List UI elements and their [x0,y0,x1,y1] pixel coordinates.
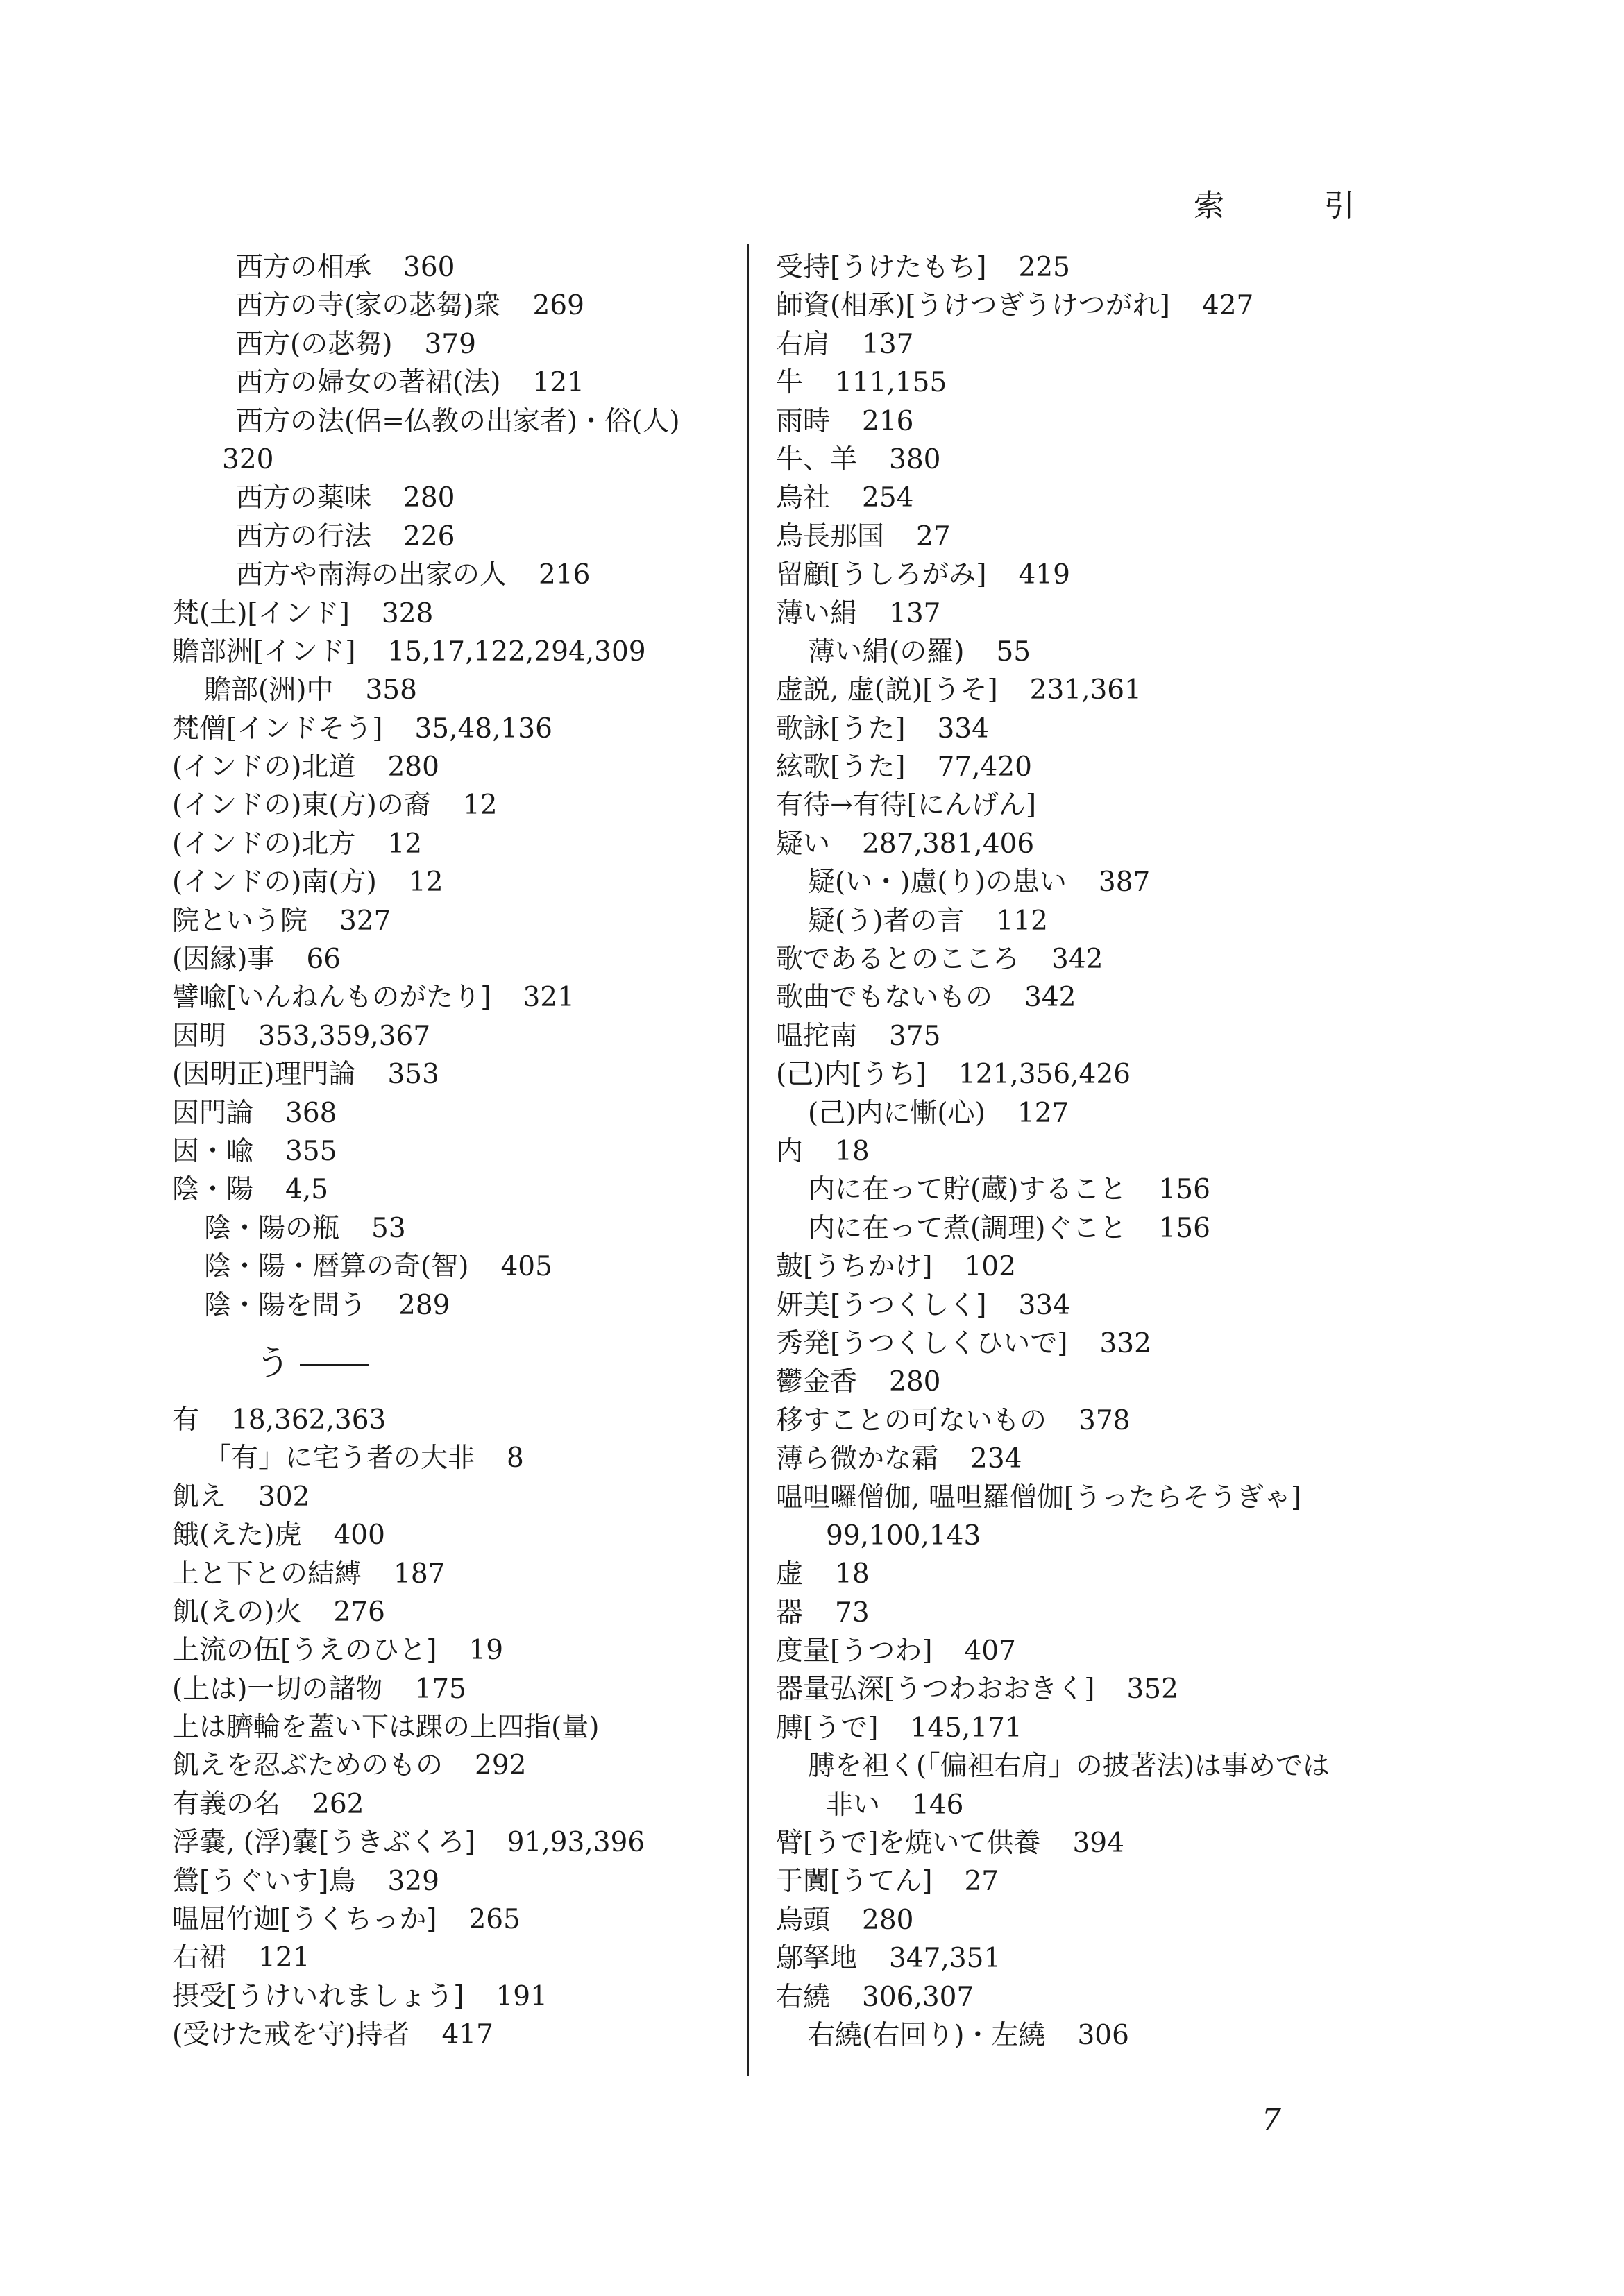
index-term: 陰・陽を問う [204,1289,367,1321]
index-page-ref: 19 [468,1635,504,1667]
index-term: 院という院 [172,905,308,937]
index-page-ref: 121 [258,1942,310,1974]
section-heading-kana: う [255,1342,290,1383]
index-term: 因明 [172,1020,227,1052]
index-page-ref: 121,356,426 [958,1059,1131,1091]
index-page-ref: 269 [532,290,584,322]
index-column-right [776,248,1330,2055]
index-entry [776,1978,1317,2016]
index-entry [776,671,1317,709]
index-entry [776,402,1317,441]
index-term: 移すことの可ないもの [776,1404,1047,1436]
page-number: 7 [1262,2102,1281,2138]
index-entry [776,1017,1317,1055]
index-term: 陰・陽 [172,1174,254,1206]
index-page-ref: 334 [1018,1289,1070,1321]
index-term: 嗢呾囉僧伽, 嗢呾羅僧伽[うったらそうぎゃ] [776,1481,1302,1513]
index-term: 虚 [776,1558,804,1590]
index-entry [172,595,741,633]
index-term: 膊を袒く(「偏袒右肩」の披著法)は事めでは [808,1751,1330,1783]
index-term: 歌であるとのこころ [776,944,1020,976]
index-page-ref: 121 [532,367,584,399]
index-entry [172,1708,741,1746]
index-entry [172,1401,741,1439]
index-entry [776,556,1317,594]
index-term: 皷[うちかけ] [776,1251,933,1283]
index-entry [776,1901,1317,1939]
index-page-ref: 280 [862,1904,914,1936]
index-entry [776,1171,1317,1209]
index-entry [172,518,741,556]
index-term: 臂[うで]を焼いて供養 [776,1828,1041,1860]
index-entry [776,1824,1317,1862]
index-page-ref: 394 [1072,1828,1124,1860]
index-entry [776,710,1317,748]
index-entry [776,518,1317,556]
index-page-ref: 225 [1018,252,1070,283]
index-term: 上流の伍[うえのひと] [172,1635,437,1667]
index-term: 妍美[うつくしく] [776,1289,987,1321]
index-entry [172,325,741,364]
index-term: 烏頭 [776,1904,831,1936]
index-term: 右繞(右回り)・左繞 [808,2019,1046,2051]
index-term: 摂受[うけいれましょう] [172,1980,464,2012]
index-entry [172,1900,741,1939]
index-term: 飢え [172,1481,227,1513]
index-entry [776,1209,1317,1248]
index-entry [172,902,741,940]
index-page-ref: 187 [394,1558,446,1590]
index-page-ref: 280 [889,1366,941,1398]
index-entry [172,978,741,1017]
index-term: 陰・陽・暦算の奇(智) [204,1251,469,1283]
index-page-ref: 280 [403,482,455,514]
index-page-ref: 18 [835,1558,870,1590]
index-page-ref: 328 [381,597,434,629]
index-term: 西方や南海の出家の人 [236,559,507,591]
index-term: 上と下との結縛 [172,1558,362,1590]
index-entry [172,1593,741,1631]
section-heading [172,1325,741,1401]
index-term: 西方の行法 [236,520,372,552]
index-entry [776,1402,1317,1440]
index-page-ref: 8 [507,1443,524,1474]
index-entry [172,1862,741,1900]
index-term: 絃歌[うた] [776,751,906,783]
index-page-ref: 334 [937,713,989,745]
index-term: 受持[うけたもち] [776,252,987,283]
index-entry [776,1325,1317,1363]
section-heading-rule [300,1364,369,1366]
index-term: 鬱金香 [776,1366,858,1398]
index-entry [172,1670,741,1708]
index-entry [776,595,1317,633]
index-page-ref: 407 [964,1635,1016,1667]
index-entry [776,441,1317,479]
index-entry [172,1132,741,1171]
index-page-ref: 353,359,367 [258,1020,431,1052]
index-term: (インドの)南(方) [172,867,377,899]
index-page-ref: 400 [333,1520,385,1551]
index-entry [172,556,741,594]
index-entry [172,748,741,786]
index-page-ref: 289 [398,1289,450,1321]
index-list-left-after [172,1401,741,2055]
index-entry [172,1171,741,1209]
index-page-ref: 347,351 [889,1943,1001,1975]
index-term: 有待→有待[にんげん] [776,790,1037,822]
index-term: 非い [826,1789,881,1821]
index-term: 西方の法(侶=仏教の出家者)・俗(人) [236,405,680,437]
column-divider [747,244,749,2076]
index-page-ref: 175 [414,1673,466,1705]
index-entry [172,1978,741,2016]
index-term: 西方の寺(家の苾芻)衆 [236,290,501,322]
index-term: (インドの)東(方)の裔 [172,790,431,822]
index-entry [172,633,741,671]
index-entry [172,441,741,479]
index-term: 贍部洲[インド] [172,636,356,667]
index-page-ref: 306,307 [862,1981,974,2013]
index-page-ref: 156 [1158,1212,1210,1244]
index-column-left [172,248,741,2055]
index-entry [776,1632,1317,1670]
index-page-ref: 234 [970,1443,1022,1475]
index-term: 于闐[うてん] [776,1866,933,1898]
index-entry [172,863,741,901]
index-entry [172,1478,741,1516]
index-term: (インドの)北道 [172,751,356,783]
index-term: 歌曲でもないもの [776,982,993,1014]
index-page-ref: 18 [835,1135,870,1167]
index-term: 飢(えの)火 [172,1596,302,1628]
index-term: (上は)一切の諸物 [172,1673,383,1705]
index-page-ref: 156 [1158,1174,1210,1206]
index-term: 虚説, 虚(説)[うそ] [776,674,998,706]
index-term: 有 [172,1404,200,1436]
index-entry [172,1439,741,1477]
index-entry [776,325,1317,364]
index-entry [776,1132,1317,1171]
index-term: 薄い絹 [776,597,858,629]
index-entry [776,1055,1317,1094]
index-page-ref: 342 [1051,944,1103,976]
index-entry [172,671,741,709]
index-term: 因・喩 [172,1135,254,1167]
index-entry [172,940,741,978]
index-term: 膊[うで] [776,1712,879,1744]
index-entry [172,1939,741,1977]
index-term: 内に在って貯(蔵)すること [808,1174,1127,1206]
index-page-ref: 231,361 [1029,674,1142,706]
index-term: 内に在って煮(調理)ぐこと [808,1212,1127,1244]
index-page-ref: 320 [222,443,274,475]
index-term: 有義の名 [172,1788,281,1820]
index-term: (因縁)事 [172,944,275,976]
index-page-ref: 417 [441,2019,493,2051]
index-entry [776,1786,1317,1824]
index-page-ref: 216 [539,559,591,591]
index-term: 内 [776,1135,804,1167]
index-term: 因門論 [172,1097,254,1129]
index-term: 鄔拏地 [776,1943,858,1975]
index-entry [776,902,1317,940]
index-term: 薄ら微かな霜 [776,1443,939,1475]
index-page-ref: 99,100,143 [826,1520,981,1551]
index-page-ref: 355 [285,1135,337,1167]
index-term: 贍部(洲)中 [204,674,334,706]
index-term: 陰・陽の瓶 [204,1212,340,1244]
index-page-ref: 329 [387,1865,439,1897]
index-term: 留顧[うしろがみ] [776,559,987,591]
index-page-ref: 379 [424,328,476,360]
index-page-ref: 12 [408,867,443,899]
index-term: 嗢拕南 [776,1020,858,1052]
index-term: 「有」に宅う者の大非 [204,1443,475,1474]
index-entry [776,1709,1317,1747]
index-page-ref: 73 [835,1597,870,1629]
index-page-ref: 77,420 [937,751,1032,783]
index-entry [172,1017,741,1055]
index-entry [776,1517,1317,1555]
index-entry [172,364,741,402]
index-page-ref: 112 [996,905,1048,937]
index-entry [172,710,741,748]
index-page-ref: 427 [1201,290,1254,322]
index-term: 梵僧[インドそう] [172,713,383,745]
index-term: 浮嚢, (浮)嚢[うきぶくろ] [172,1827,475,1859]
page-header-title: 索 引 [1194,188,1389,223]
index-page-ref: 378 [1079,1404,1131,1436]
index-term: 上は臍輪を蓋い下は踝の上四指(量) [172,1712,600,1744]
index-page-ref: 321 [523,982,575,1014]
index-entry [776,1363,1317,1401]
index-page-ref: 302 [258,1481,310,1513]
index-page-ref: 380 [889,443,941,475]
index-entry [172,1209,741,1248]
index-term: 雨時 [776,405,831,437]
index-page-ref: 368 [285,1097,337,1129]
index-term: 歌詠[うた] [776,713,906,745]
index-term: 西方の婦女の著裙(法) [236,367,501,399]
index-page-ref: 27 [964,1866,999,1898]
index-term: 秀発[うつくしくひいで] [776,1327,1068,1359]
index-entry [776,248,1317,287]
index-list-right [776,248,1330,2055]
index-entry [172,1286,741,1325]
index-term: 烏長那国 [776,520,885,552]
index-entry [172,1631,741,1669]
index-entry [776,1440,1317,1478]
index-entry [776,1248,1317,1286]
index-term: (インドの)北方 [172,828,356,860]
index-page-ref: 4,5 [285,1174,329,1206]
index-term: 薄い絹(の羅) [808,636,965,667]
index-entry [776,863,1317,901]
index-term: 西方の薬味 [236,482,372,514]
index-entry [776,1747,1330,1785]
index-entry [776,940,1317,978]
index-page-ref: 332 [1099,1327,1151,1359]
index-page-ref: 35,48,136 [414,713,552,745]
index-page-ref: 419 [1018,559,1070,591]
index-page-ref: 327 [339,905,391,937]
index-term: 牛、羊 [776,443,858,475]
index-page-ref: 91,93,396 [507,1827,645,1859]
index-entry [776,287,1317,325]
index-term: 右肩 [776,328,831,360]
index-term: 西方(の苾芻) [236,328,393,360]
index-term: 右繞 [776,1981,831,2013]
index-page-ref: 306 [1077,2019,1129,2051]
index-page-ref: 191 [496,1980,548,2012]
index-term: (因明正)理門論 [172,1059,356,1091]
index-page-ref: 352 [1126,1674,1178,1706]
index-page-ref: 358 [365,674,417,706]
index-page-ref: 405 [500,1251,552,1283]
index-page-ref: 12 [462,790,498,822]
index-term: (受けた戒を守)持者 [172,2019,410,2051]
index-page-ref: 27 [916,520,951,552]
index-entry [776,1594,1317,1632]
index-term: 度量[うつわ] [776,1635,933,1667]
index-term: 右裙 [172,1942,227,1974]
index-page-ref: 145,171 [910,1712,1022,1744]
index-page-ref: 360 [403,252,455,283]
index-page-ref: 55 [996,636,1031,667]
index-page-ref: 276 [333,1596,385,1628]
index-page-ref: 387 [1098,867,1151,899]
index-page-ref: 262 [312,1788,364,1820]
index-term: 飢えを忍ぶためのもの [172,1750,443,1782]
index-entry [776,2016,1317,2055]
index-page-ref: 111,155 [835,367,947,399]
index-page-ref: 137 [862,328,914,360]
index-page-ref: 342 [1024,982,1076,1014]
index-list-left [172,248,741,1325]
index-entry [172,2016,741,2054]
index-page-ref: 280 [387,751,439,783]
index-entry [776,1479,1317,1517]
index-page-ref: 226 [403,520,455,552]
index-entry [172,825,741,863]
index-page-ref: 137 [889,597,941,629]
index-entry [776,1555,1317,1593]
index-page-ref: 102 [964,1251,1016,1283]
index-entry [776,1286,1317,1325]
index-entry [776,748,1317,786]
index-page-ref: 254 [862,482,914,514]
index-entry [776,825,1317,863]
index-page-ref: 292 [475,1750,527,1782]
index-page-ref: 287,381,406 [862,828,1035,860]
index-entry [172,1094,741,1132]
index-entry [776,364,1317,402]
index-entry [172,1785,741,1823]
index-entry [172,248,741,287]
index-entry [776,978,1317,1017]
index-entry [776,1939,1317,1978]
index-entry [172,479,741,517]
index-page-ref: 66 [306,944,341,976]
index-entry [776,1094,1317,1132]
index-entry [172,1746,741,1785]
index-entry [172,1555,741,1593]
index-entry [172,1823,741,1862]
index-term: 器量弘深[うつわおおきく] [776,1674,1095,1706]
index-entry [776,479,1317,517]
index-entry [776,633,1317,671]
index-term: 師資(相承)[うけつぎうけつがれ] [776,290,1170,322]
index-term: (己)内に慚(心) [808,1097,986,1129]
index-page-ref: 375 [889,1020,941,1052]
index-page-ref: 353 [387,1059,439,1091]
index-page-ref: 127 [1017,1097,1069,1129]
index-page-ref: 216 [862,405,914,437]
index-term: 西方の相承 [236,252,372,283]
index-term: 鶯[うぐいす]鳥 [172,1865,356,1897]
index-term: 烏社 [776,482,831,514]
index-term: 譬喩[いんねんものがたり] [172,982,491,1014]
index-entry [172,1055,741,1094]
index-page-ref: 265 [468,1904,521,1936]
index-term: 器 [776,1597,804,1629]
index-page-ref: 12 [387,828,423,860]
index-page-ref: 15,17,122,294,309 [387,636,646,667]
index-page-ref: 53 [371,1212,406,1244]
index-entry [776,1670,1317,1708]
index-entry [172,1248,741,1286]
index-entry [172,786,741,824]
index-term: 梵(土)[インド] [172,597,350,629]
index-entry [776,786,1317,824]
index-page-ref: 18,362,363 [231,1404,387,1436]
index-term: (己)内[うち] [776,1059,927,1091]
index-term: 嗢屈竹迦[うくちっか] [172,1904,437,1936]
index-term: 牛 [776,367,804,399]
index-entry [172,287,741,325]
index-term: 疑い [776,828,831,860]
index-term: 疑(い・)慮(り)の患い [808,867,1067,899]
index-entry [172,402,741,441]
index-term: 疑(う)者の言 [808,905,965,937]
index-page-ref: 146 [912,1789,964,1821]
index-term: 餓(えた)虎 [172,1520,302,1551]
index-entry [172,1516,741,1554]
index-entry [776,1862,1317,1900]
